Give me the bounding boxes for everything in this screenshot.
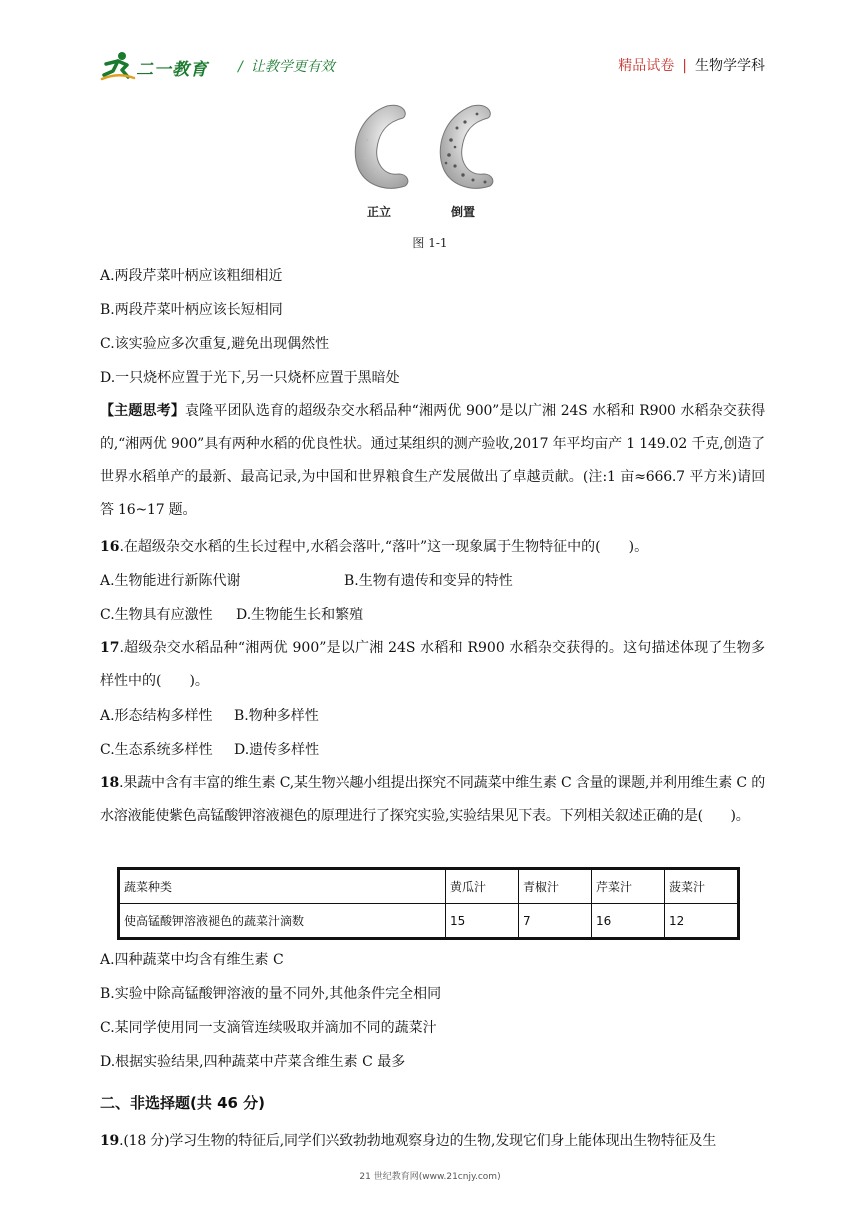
q15-option-c: C.该实验应多次重复,避免出现偶然性	[100, 336, 330, 352]
theme-text: 袁隆平团队选育的超级杂交水稻品种“湘两优 900”是以广湘 24S 水稻和 R900 水稻杂交获得的,“湘两优 900”具有两种水稻的优良性状。通过某组织的测产验收,2017 年平均亩产 1 149.02 千克,创造了世界水稻单产的最新、最高记录,为中国和世界粮食生产发展做出了卓越贡献。(注:1 亩≈666.7 平方米)请回答 16~17 题。	[100, 403, 765, 518]
q16-stem-text: .在超级杂交水稻的生长过程中,水稻会落叶,“落叶”这一现象属于生物特征中的( )。	[119, 539, 649, 555]
q15-option-a: A.两段芹菜叶柄应该粗细相近	[100, 268, 283, 284]
table-header-cell: 蔬菜种类	[119, 869, 446, 904]
page-header	[100, 48, 765, 88]
theme-paragraph	[100, 395, 765, 527]
figure-label-upright: 正立	[367, 205, 392, 219]
figure-1-1	[345, 100, 515, 220]
table-cell: 15	[446, 904, 519, 939]
petiole-cross-section-illustration	[345, 100, 515, 200]
logo-text: 二一教育	[136, 60, 208, 80]
q18-option-d: D.根据实验结果,四种蔬菜中芹菜含维生素 C 最多	[100, 1054, 406, 1070]
q17-option-b: B.物种多样性	[234, 708, 319, 724]
q16-number: 16	[100, 539, 120, 555]
table-header-cell: 芹菜汁	[592, 869, 665, 904]
q17-option-d: D.遗传多样性	[234, 742, 320, 758]
runner-logo-icon	[100, 50, 136, 82]
q17-stem-text: .超级杂交水稻品种“湘两优 900”是以广湘 24S 水稻和 R900 水稻杂交获得的。这句描述体现了生物多样性中的( )。	[100, 640, 765, 689]
table-header-row	[119, 869, 739, 904]
table-row-label: 使高锰酸钾溶液褪色的蔬菜汁滴数	[119, 904, 446, 939]
table-cell: 12	[665, 904, 739, 939]
subject-label: 生物学学科	[695, 58, 765, 74]
q19-stem	[100, 1131, 716, 1151]
q17-number: 17	[100, 640, 120, 656]
figure-caption: 图 1-1	[412, 236, 448, 250]
q18-stem	[100, 767, 765, 833]
premium-badge: 精品试卷	[618, 58, 675, 74]
q17-stem	[100, 632, 765, 698]
table-header-cell: 黄瓜汁	[446, 869, 519, 904]
logo	[100, 50, 218, 82]
q18-number: 18	[100, 775, 120, 791]
table-row	[119, 904, 739, 939]
table-header-cell: 青椒汁	[519, 869, 592, 904]
q19-number: 19	[100, 1133, 120, 1149]
page-footer: 21 世纪教育网(www.21cnjy.com)	[359, 1172, 501, 1182]
q16-option-a: A.生物能进行新陈代谢	[100, 573, 241, 589]
q18-option-b: B.实验中除高锰酸钾溶液的量不同外,其他条件完全相同	[100, 986, 442, 1002]
vitamin-c-table	[117, 867, 740, 940]
q16-option-c: C.生物具有应激性	[100, 607, 213, 623]
q17-option-a: A.形态结构多样性	[100, 708, 213, 724]
q15-option-b: B.两段芹菜叶柄应该长短相同	[100, 302, 283, 318]
q16-option-b: B.生物有遗传和变异的特性	[344, 573, 513, 589]
section-title: 二、非选择题(共 46 分)	[100, 1094, 266, 1112]
theme-tag: 【主题思考】	[100, 403, 185, 419]
q16-stem	[100, 537, 648, 557]
q18-option-a: A.四种蔬菜中均含有维生素 C	[100, 952, 284, 968]
table-cell: 16	[592, 904, 665, 939]
q19-stem-text: .(18 分)学习生物的特征后,同学们兴致勃勃地观察身边的生物,发现它们身上能体现出生物特征及生	[119, 1133, 717, 1149]
slogan-text: 让教学更有效	[250, 59, 335, 75]
q16-option-d: D.生物能生长和繁殖	[236, 607, 364, 623]
q17-option-c: C.生态系统多样性	[100, 742, 213, 758]
q18-stem-text: .果蔬中含有丰富的维生素 C,某生物兴趣小组提出探究不同蔬菜中维生素 C 含量的课题,并利用维生素 C 的水溶液能使紫色高锰酸钾溶液褪色的原理进行了探究实验,实验结果见下表。下列相关叙述正确的是( )。	[100, 775, 765, 824]
q18-option-c: C.某同学使用同一支滴管连续吸取并滴加不同的蔬菜汁	[100, 1020, 437, 1036]
header-right: 精品试卷 | 生物学学科	[618, 58, 765, 74]
figure-label-inverted: 倒置	[451, 205, 476, 219]
table-cell: 7	[519, 904, 592, 939]
slogan: / 让教学更有效	[238, 59, 335, 75]
table-header-cell: 菠菜汁	[665, 869, 739, 904]
q15-option-d: D.一只烧杯应置于光下,另一只烧杯应置于黑暗处	[100, 370, 400, 386]
